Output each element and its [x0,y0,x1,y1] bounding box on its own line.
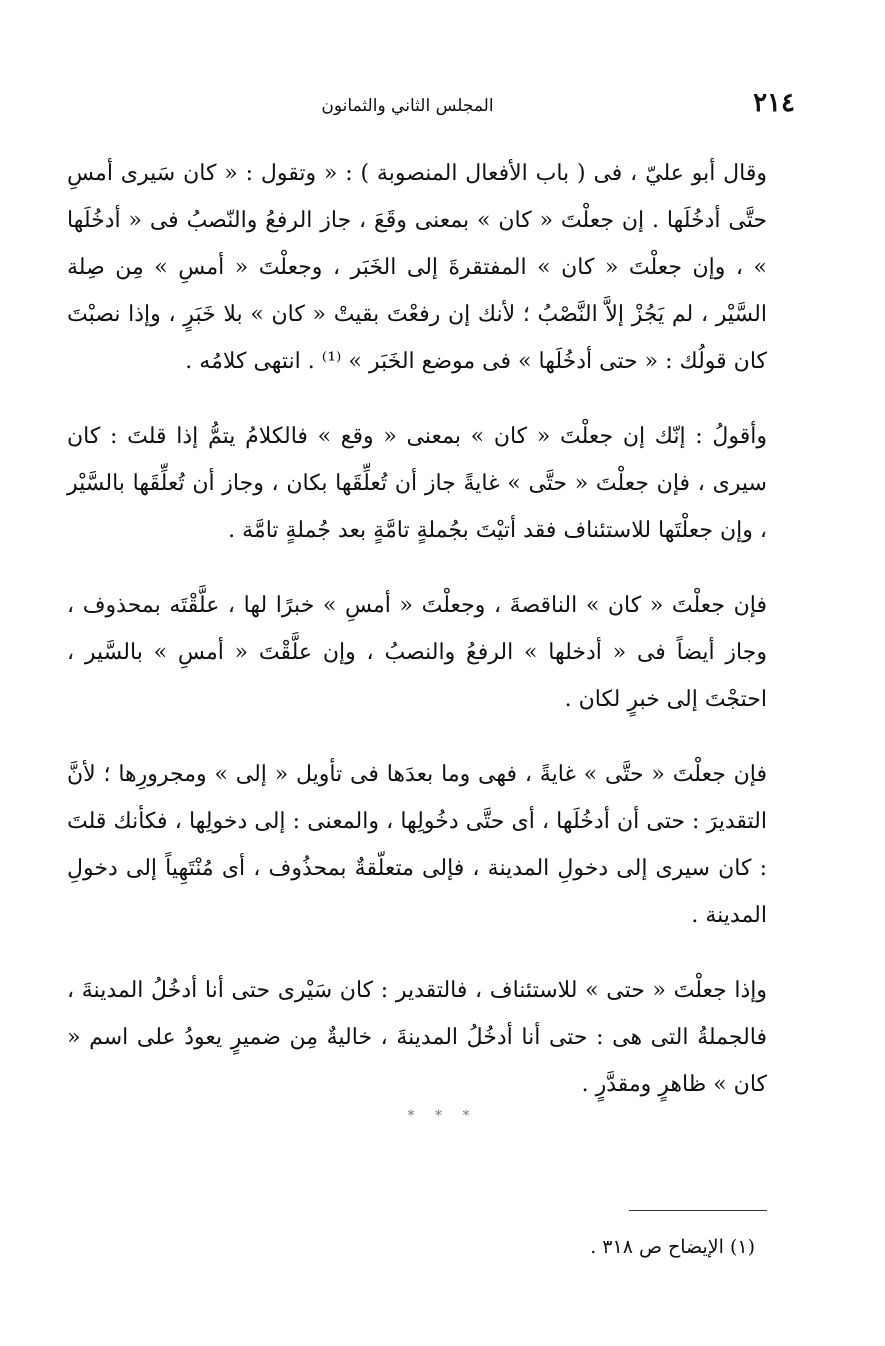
paragraph-5: وإذا جعلْتَ « حتى » للاستئناف ، فالتقدير : كان سَيْرى حتى أنا أدخُلُ المدينةَ ، فالجملةُ التى هى : حتى أنا أدخُلُ المدينةَ ، خاليةٌ مِن ضميرٍ يعودُ على اسم « كان » ظاهرٍ ومقدَّرٍ . [67,978,767,1097]
paragraph-4: فإن جعلْتَ « حتَّى » غايةً ، فهى وما بعدَها فى تأويل « إلى » ومجرورِها ؛ لأنَّ التقديرَ : حتى أن أدخُلَها ، أى حتَّى دخُولِها ، والمعنى : إلى دخولِها ، فكأنك قلتَ : كان سيرى إلى دخولِ المدينة ، فإلى متعلّقةٌ بمحذُوف ، أى مُنْتَهِياً إلى دخولِ المدينة . [67,762,767,928]
footnote-divider [629,1210,767,1211]
main-text [67,150,767,1136]
footnote-1: (١) الإيضاح ص ٣١٨ . [590,1236,755,1258]
page-header [60,88,795,128]
paragraph-2: وأقولُ : إنّك إن جعلْتَ « كان » بمعنى « وقع » فالكلامُ يتمُّ إذا قلتَ : كان سيرى ، فإن جعلْتَ « حتَّى » غايةً جاز أن تُعلِّقَها بكان ، وجاز أن تُعلِّقَها بالسَّيْر ، وإن جعلْتَها للاستئناف فقد أتيْتَ بجُملةٍ تامَّةٍ بعد جُملةٍ تامَّة . [67,424,767,543]
section-separator: * * * [407,1108,478,1124]
page-number: ٢١٤ [753,88,795,118]
paragraph-1: وقال أبو عليّ ، فى ( باب الأفعال المنصوبة ) : « وتقول : « كان سَيرى أمسِ حتَّى أدخُلَها . إن جعلْتَ « كان » بمعنى وقَعَ ، جاز الرفعُ والنّصبُ فى « أدخُلَها » ، وإن جعلْتَ « كان » المفتقرةَ إلى الخَبَر ، وجعلْتَ « أمسِ » مِن صِلة السَّيْر ، لم يَجُزْ إلاَّ النَّصْبُ ؛ لأنك إن رفعْتَ بقيتْ « كان » بلا خَبَرٍ ، وإذا نصبْتَ كان قولُك : « حتى أدخُلَها » فى موضع الخَبَر » ⁽¹⁾ . انتهى كلامُه . [67,161,767,374]
paragraph-3: فإن جعلْتَ « كان » الناقصةَ ، وجعلْتَ « أمسِ » خبرًا لها ، علَّقْتَه بمحذوف ، وجاز أيضاً فى « أدخلها » الرفعُ والنصبُ ، وإن علَّقْتَ « أمسِ » بالسَّير ، احتجْتَ إلى خبرٍ لكان . [67,593,767,712]
running-head: المجلس الثاني والثمانون [321,96,494,116]
